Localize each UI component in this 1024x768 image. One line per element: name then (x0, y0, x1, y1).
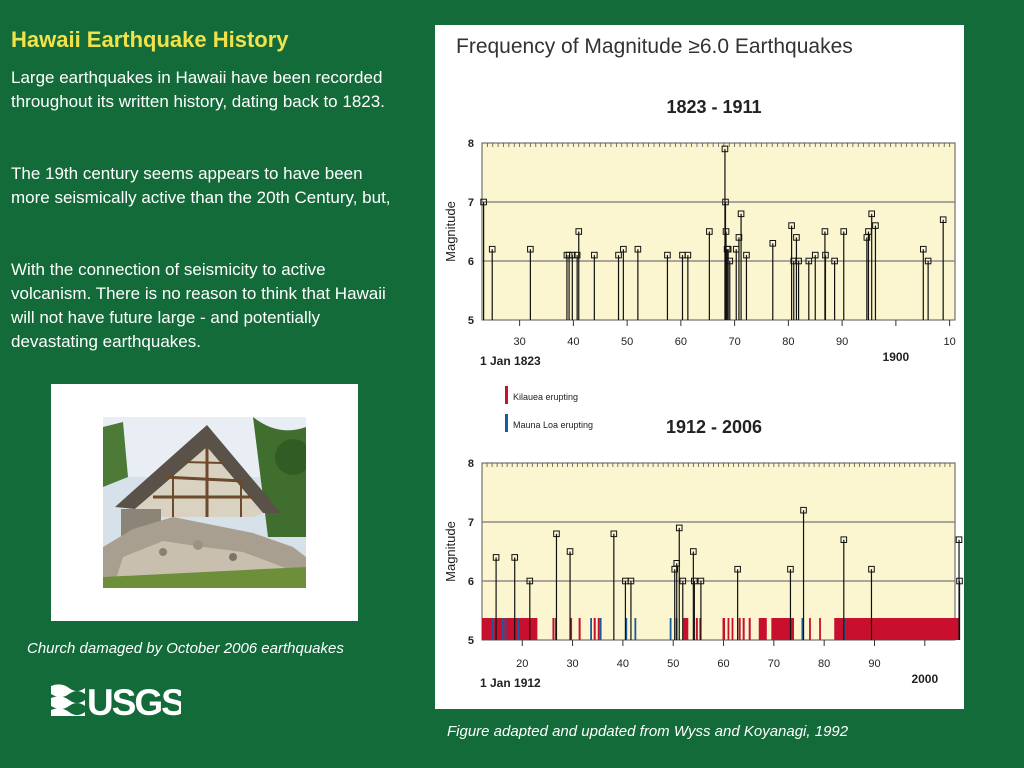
mauna-loa-eruption-bar (600, 618, 602, 640)
panel-1-x-tick-label: 40 (567, 336, 580, 348)
kilauea-eruption-bar (809, 618, 811, 640)
panel-1-y-tick-label: 5 (467, 315, 474, 327)
panel-2-x-tick-label: 20 (516, 658, 529, 670)
kilauea-eruption-bar (683, 618, 688, 640)
kilauea-eruption-bar (749, 618, 751, 640)
panel-2-x-tick-label: 30 (566, 658, 579, 670)
legend-mauna-loa-label: Mauna Loa erupting (513, 420, 594, 430)
panel-2-x-tick-label: 80 (818, 658, 831, 670)
panel-2-start-label: 1 Jan 1912 (480, 676, 541, 690)
usgs-wordmark: USGS (87, 682, 181, 718)
comparison-paragraph: The 19th century seems appears to have been more seismically active than the 20th Century, but, (11, 164, 391, 207)
mauna-loa-eruption-bar (517, 618, 519, 640)
panel-2-x-tick-label: 60 (717, 658, 730, 670)
panel-2-y-tick-label: 6 (467, 576, 474, 588)
kilauea-eruption-bar (728, 618, 730, 640)
kilauea-eruption-bar (723, 618, 726, 640)
kilauea-eruption-bar (552, 618, 554, 640)
panel-2-x-tick-label: 90 (868, 658, 881, 670)
panel-1 (443, 97, 956, 368)
panel-1-y-tick-label: 6 (467, 256, 474, 268)
panel-2-plot-area (482, 463, 955, 640)
damaged-church-photo (103, 417, 306, 588)
church-photo-frame (51, 384, 358, 621)
kilauea-eruption-bar (739, 618, 741, 640)
chart-title: Frequency of Magnitude ≥6.0 Earthquakes (456, 35, 853, 58)
legend-mauna-loa-swatch (505, 414, 508, 432)
panel-2-x-tick-label: 70 (767, 658, 780, 670)
usgs-logo-icon (51, 682, 181, 718)
mauna-loa-eruption-bar (502, 618, 504, 640)
kilauea-eruption-bar (759, 618, 767, 640)
panel-1-plot-area (482, 143, 955, 320)
panel-2-x-tick-label: 2000 (911, 672, 939, 686)
panel-1-start-label: 1 Jan 1823 (480, 354, 541, 368)
panel-2-x-tick-label: 50 (667, 658, 680, 670)
figure-caption: Figure adapted and updated from Wyss and Koyanagi, 1992 (447, 723, 849, 740)
panel-1-x-tick-label: 1900 (882, 350, 910, 364)
panel-1-x-tick-label: 30 (513, 336, 526, 348)
kilauea-eruption-bar (743, 618, 745, 640)
kilauea-eruption-bar (819, 618, 821, 640)
panel-1-y-axis-label: Magnitude (443, 201, 458, 262)
legend-kilauea-swatch (505, 386, 508, 404)
kilauea-eruption-bar (482, 618, 537, 640)
mauna-loa-eruption-bar (634, 618, 636, 640)
panel-2 (443, 417, 962, 690)
mauna-loa-eruption-bar (505, 618, 507, 640)
panel-1-x-tick-label: 90 (836, 336, 849, 348)
panel-2-x-tick-label: 40 (616, 658, 630, 670)
volcanism-paragraph: With the connection of seismicity to active volcanism. There is no reason to think that Hawaii will not have future large - and potentially devastating earthquakes. (11, 260, 386, 351)
panel-1-y-tick-label: 8 (467, 138, 474, 150)
usgs-logo (51, 682, 181, 718)
panel-2-y-tick-label: 5 (467, 635, 474, 647)
panel-1-x-tick-label: 50 (621, 336, 634, 348)
panel-1-y-tick-label: 7 (467, 197, 474, 209)
photo-caption: Church damaged by October 2006 earthquakes (27, 640, 344, 657)
kilauea-eruption-bar (732, 618, 734, 640)
panel-1-x-tick-label: 80 (782, 336, 795, 348)
earthquake-chart (435, 25, 964, 709)
panel-2-title: 1912 - 2006 (665, 417, 763, 437)
panel-2-y-axis-label: Magnitude (443, 521, 458, 582)
earthquake-figure (435, 25, 964, 709)
panel-1-x-tick-label: 10 (943, 336, 956, 348)
panel-1-x-tick-label: 60 (674, 336, 687, 348)
mauna-loa-eruption-bar (590, 618, 592, 640)
panel-1-x-tick-label: 70 (728, 336, 741, 348)
legend-kilauea-label: Kilauea erupting (513, 392, 579, 402)
mauna-loa-eruption-bar (670, 618, 672, 640)
kilauea-eruption-bar (594, 618, 596, 640)
kilauea-eruption-bar (598, 618, 600, 640)
panel-2-y-tick-label: 8 (467, 458, 474, 470)
mauna-loa-eruption-bar (492, 618, 494, 640)
intro-paragraph: Large earthquakes in Hawaii have been recorded throughout its written history, dating back to 1823. (11, 68, 385, 111)
legend (505, 386, 593, 432)
kilauea-eruption-bar (696, 618, 698, 640)
panel-2-y-tick-label: 7 (467, 517, 474, 529)
page-title: Hawaii Earthquake History (11, 27, 289, 52)
kilauea-eruption-bar (834, 618, 959, 640)
kilauea-eruption-bar (579, 618, 581, 640)
panel-1-title: 1823 - 1911 (666, 97, 762, 117)
